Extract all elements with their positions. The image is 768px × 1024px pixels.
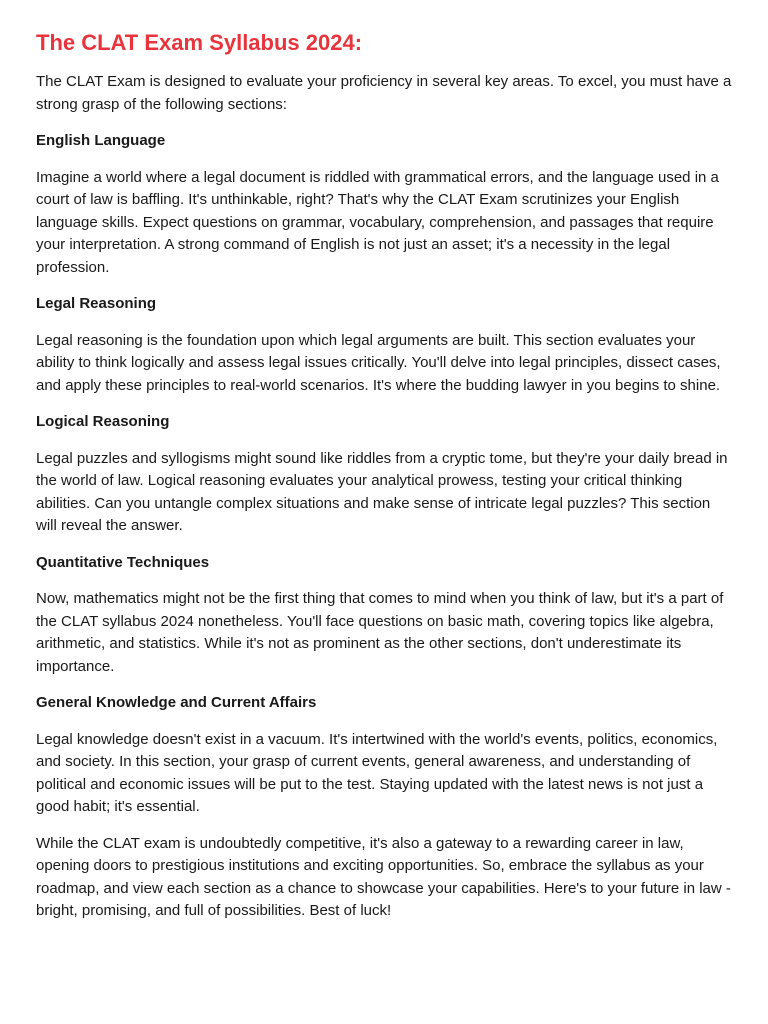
section-heading-quantitative: Quantitative Techniques (36, 553, 210, 571)
section-body-quantitative: Now, mathematics might not be the first thing that comes to mind when you think of law, but it's a part of the CLAT syllabus 2024 nonetheless. You'll face questions on basic math, covering topics like algebra, arithmetic, and statistics. While it's not as prominent as the other sections, don't underestimate its importance. (36, 590, 724, 675)
section-heading-legal-reasoning: Legal Reasoning (36, 295, 157, 312)
section-heading-logical-reasoning: Logical Reasoning (36, 413, 170, 430)
conclusion-paragraph: While the CLAT exam is undoubtedly competitive, it's also a gateway to a rewarding career in law, opening doors to prestigious institutions and exciting opportunities. So, embrace the syllabus as your roadmap, and view each section as a chance to showcase your capabilities. Here's to your future in law - bright, promising, and full of possibilities. Best of luck! (36, 834, 731, 919)
section-heading-english: English Language (36, 132, 166, 149)
section-body-english: Imagine a world where a legal document is riddled with grammatical errors, and the language used in a court of law is baffling. It's unthinkable, right? That's why the CLAT Exam scrutinizes your English language skills. Expect questions on grammar, vocabulary, comprehension, and passages that require your interpretation. A strong command of English is not just an asset; it's a necessity in the legal profession. (36, 168, 719, 276)
section-body-logical-reasoning: Legal puzzles and syllogisms might sound like riddles from a cryptic tome, but they're your daily bread in the world of law. Logical reasoning evaluates your analytical prowess, testing your critical thinking abilities. Can you untangle complex situations and make sense of intricate legal puzzles? This section will reveal the answer. (36, 449, 728, 534)
section-heading-general-knowledge: General Knowledge and Current Affairs (36, 694, 317, 711)
section-body-legal-reasoning: Legal reasoning is the foundation upon which legal arguments are built. This section evaluates your ability to think logically and assess legal issues critically. You'll delve into legal principles, dissect cases, and apply these principles to real-world scenarios. It's where the budding lawyer in you begins to shine. (36, 331, 721, 394)
page-title: The CLAT Exam Syllabus 2024: (36, 30, 363, 55)
section-body-general-knowledge: Legal knowledge doesn't exist in a vacuum. It's intertwined with the world's events, politics, economics, and society. In this section, your grasp of current events, general awareness, and understanding of political and economic issues will be put to the test. Staying updated with the latest news is not just a good habit; it's essential. (36, 730, 718, 815)
intro-paragraph: The CLAT Exam is designed to evaluate your proficiency in several key areas. To excel, you must have a strong grasp of the following sections: (36, 73, 732, 113)
